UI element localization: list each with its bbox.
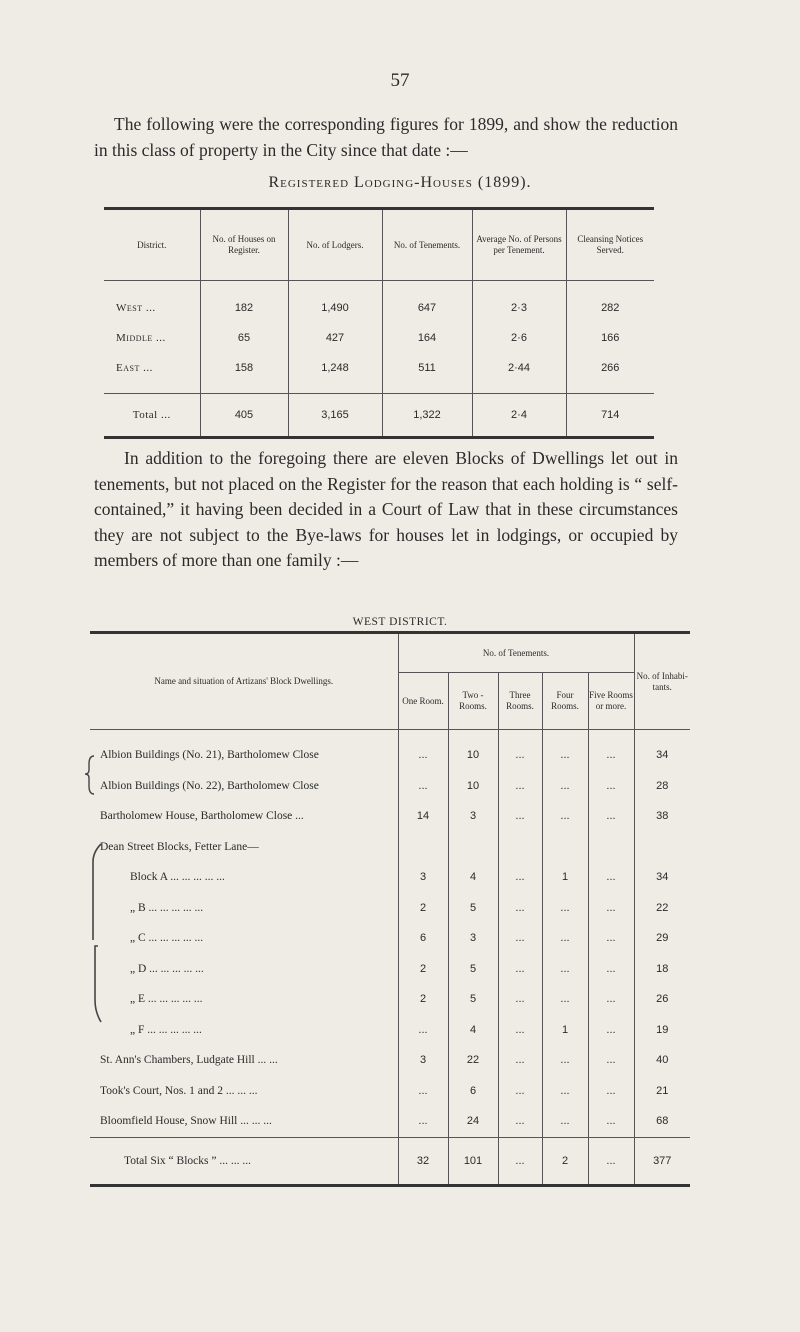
inhabitants-value: 22 — [656, 901, 669, 914]
four-rooms-value: ... — [542, 1106, 588, 1137]
district-name: East ... — [116, 362, 153, 374]
inhabitants-value: 21 — [656, 1084, 669, 1097]
col-header-houses: No. of Houses on Register. — [200, 209, 288, 281]
total-four-rooms: 2 — [542, 1137, 588, 1185]
one-room-value: ... — [398, 1106, 448, 1137]
two-rooms-value: 10 — [448, 730, 498, 771]
two-rooms-value: 22 — [448, 1045, 498, 1076]
addition-paragraph: In addition to the foregoing there are eleven Blocks of Dwellings let out in tenements, but not placed on the Register for the reason that each holding is “ self-contained,” it having been decided in a Court of Law that in these circumstances they are not subject to the Bye-laws for houses let in lodgings, or occupied by members of more than one family :— — [94, 448, 678, 570]
total-inhabitants: 377 — [634, 1137, 690, 1185]
table-row — [90, 1015, 690, 1046]
table2-header-row — [90, 633, 690, 673]
table-row — [90, 984, 690, 1015]
inhabitants-value: 38 — [656, 810, 669, 823]
table-row — [90, 954, 690, 985]
page-number: 57 — [390, 70, 410, 91]
col-header-name: Name and situation of Artizans' Block Dwellings. — [90, 633, 398, 730]
three-rooms-value: ... — [498, 893, 542, 924]
block-dwellings-table — [90, 631, 690, 1187]
total-label: Total ... — [104, 394, 200, 438]
four-rooms-value: ... — [542, 801, 588, 832]
col-header-two-rooms: Two - Rooms. — [448, 673, 498, 730]
inhabitants-value: 34 — [656, 871, 669, 884]
table1-header-row — [104, 209, 654, 281]
table-row — [104, 353, 654, 394]
inhabitants-value — [634, 832, 690, 863]
one-room-value: 2 — [398, 893, 448, 924]
lodgers-value: 1,490 — [288, 281, 382, 324]
total-five-rooms: ... — [588, 1137, 634, 1185]
total-row — [104, 394, 654, 438]
table-row — [90, 1106, 690, 1137]
tenements-value: 511 — [382, 353, 472, 394]
table2-title: WEST DISTRICT. — [352, 616, 448, 628]
dwelling-name: Block A ... ... ... ... ... — [90, 862, 398, 893]
five-rooms-value: ... — [588, 954, 634, 985]
district-name: Middle ... — [116, 332, 166, 344]
two-rooms-value: 4 — [448, 862, 498, 893]
three-rooms-value: ... — [498, 1015, 542, 1046]
one-room-value: 3 — [398, 1045, 448, 1076]
total-two-rooms: 101 — [448, 1137, 498, 1185]
col-header-tenements: No. of Tenements. — [382, 209, 472, 281]
table-row — [90, 771, 690, 802]
dwelling-name: St. Ann's Chambers, Ludgate Hill ... ... — [90, 1045, 398, 1076]
average-value: 2·3 — [472, 281, 566, 324]
two-rooms-value: 5 — [448, 984, 498, 1015]
four-rooms-value: ... — [542, 1045, 588, 1076]
two-rooms-value: 6 — [448, 1076, 498, 1107]
four-rooms-value: 1 — [542, 862, 588, 893]
houses-value: 182 — [200, 281, 288, 324]
total-label: Total Six “ Blocks ” ... ... ... — [90, 1137, 398, 1185]
two-rooms-value: 4 — [448, 1015, 498, 1046]
table-row — [90, 1045, 690, 1076]
five-rooms-value: ... — [588, 1045, 634, 1076]
one-room-value — [398, 832, 448, 863]
two-rooms-value — [448, 832, 498, 863]
dwelling-name: Albion Buildings (No. 22), Bartholomew Close — [90, 771, 398, 802]
one-room-value: 3 — [398, 862, 448, 893]
tenements-value: 647 — [382, 281, 472, 324]
inhabitants-value: 26 — [656, 993, 669, 1006]
three-rooms-value: ... — [498, 1045, 542, 1076]
five-rooms-value: ... — [588, 730, 634, 771]
tenements-value: 164 — [382, 323, 472, 353]
dwelling-name: „ D ... ... ... ... ... — [90, 954, 398, 985]
col-header-notices: Cleansing Notices Served. — [566, 209, 654, 281]
four-rooms-value: ... — [542, 771, 588, 802]
one-room-value: ... — [398, 771, 448, 802]
dwelling-name: „ F ... ... ... ... ... — [90, 1015, 398, 1046]
notices-value: 166 — [566, 323, 654, 353]
total-houses: 405 — [200, 394, 288, 438]
table-row — [90, 730, 690, 771]
dwelling-name: Took's Court, Nos. 1 and 2 ... ... ... — [90, 1076, 398, 1107]
total-lodgers: 3,165 — [288, 394, 382, 438]
dwelling-name: „ E ... ... ... ... ... — [90, 984, 398, 1015]
five-rooms-value: ... — [588, 1076, 634, 1107]
inhabitants-value: 28 — [656, 779, 669, 792]
houses-value: 65 — [200, 323, 288, 353]
col-header-five-rooms: Five Rooms or more. — [588, 673, 634, 730]
inhabitants-value: 40 — [656, 1054, 669, 1067]
dwelling-name: Dean Street Blocks, Fetter Lane— — [90, 832, 398, 863]
two-rooms-value: 5 — [448, 954, 498, 985]
four-rooms-value: ... — [542, 984, 588, 1015]
one-room-value: ... — [398, 1076, 448, 1107]
total-row — [90, 1137, 690, 1185]
five-rooms-value: ... — [588, 893, 634, 924]
average-value: 2·6 — [472, 323, 566, 353]
dwelling-name: „ C ... ... ... ... ... — [90, 923, 398, 954]
five-rooms-value — [588, 832, 634, 863]
inhabitants-value: 34 — [656, 749, 669, 762]
four-rooms-value: ... — [542, 730, 588, 771]
houses-value: 158 — [200, 353, 288, 394]
table-row — [90, 1076, 690, 1107]
three-rooms-value: ... — [498, 801, 542, 832]
table-row — [90, 923, 690, 954]
total-notices: 714 — [566, 394, 654, 438]
inhabitants-value: 18 — [656, 962, 669, 975]
table1-title: Registered Lodging-Houses (1899). — [268, 174, 532, 191]
inhabitants-value: 19 — [656, 1023, 669, 1036]
col-header-tenements-group: No. of Tenements. — [398, 633, 634, 673]
inhabitants-value: 68 — [656, 1115, 669, 1128]
one-room-value: ... — [398, 1015, 448, 1046]
table-row — [90, 862, 690, 893]
one-room-value: 2 — [398, 984, 448, 1015]
col-header-district: District. — [104, 209, 200, 281]
four-rooms-value: 1 — [542, 1015, 588, 1046]
district-name: West ... — [116, 302, 156, 314]
intro-paragraph: The following were the corresponding figures for 1899, and show the reduction in this class of property in the City since that date :— — [94, 114, 678, 160]
col-header-four-rooms: Four Rooms. — [542, 673, 588, 730]
five-rooms-value: ... — [588, 923, 634, 954]
three-rooms-value: ... — [498, 1106, 542, 1137]
lodging-houses-table — [104, 207, 654, 439]
three-rooms-value: ... — [498, 954, 542, 985]
two-rooms-value: 3 — [448, 923, 498, 954]
four-rooms-value — [542, 832, 588, 863]
col-header-three-rooms: Three Rooms. — [498, 673, 542, 730]
notices-value: 266 — [566, 353, 654, 394]
four-rooms-value: ... — [542, 954, 588, 985]
one-room-value: 6 — [398, 923, 448, 954]
dwelling-name: Albion Buildings (No. 21), Bartholomew Close — [90, 730, 398, 771]
one-room-value: ... — [398, 730, 448, 771]
lodgers-value: 427 — [288, 323, 382, 353]
total-average: 2·4 — [472, 394, 566, 438]
table-row — [90, 801, 690, 832]
two-rooms-value: 3 — [448, 801, 498, 832]
five-rooms-value: ... — [588, 1015, 634, 1046]
three-rooms-value: ... — [498, 771, 542, 802]
one-room-value: 14 — [398, 801, 448, 832]
dwelling-name: „ B ... ... ... ... ... — [90, 893, 398, 924]
three-rooms-value: ... — [498, 923, 542, 954]
five-rooms-value: ... — [588, 771, 634, 802]
five-rooms-value: ... — [588, 1106, 634, 1137]
inhabitants-value: 29 — [656, 932, 669, 945]
four-rooms-value: ... — [542, 893, 588, 924]
two-rooms-value: 5 — [448, 893, 498, 924]
three-rooms-value: ... — [498, 984, 542, 1015]
three-rooms-value: ... — [498, 730, 542, 771]
table-row — [104, 323, 654, 353]
two-rooms-value: 10 — [448, 771, 498, 802]
lodgers-value: 1,248 — [288, 353, 382, 394]
three-rooms-value: ... — [498, 862, 542, 893]
col-header-inhabitants: No. of Inhabi- tants. — [634, 633, 690, 730]
col-header-one-room: One Room. — [398, 673, 448, 730]
table-row — [104, 281, 654, 324]
dwelling-name: Bartholomew House, Bartholomew Close ... — [90, 801, 398, 832]
average-value: 2·44 — [472, 353, 566, 394]
col-header-average: Average No. of Persons per Tenement. — [472, 209, 566, 281]
four-rooms-value: ... — [542, 923, 588, 954]
table-row — [90, 893, 690, 924]
four-rooms-value: ... — [542, 1076, 588, 1107]
total-three-rooms: ... — [498, 1137, 542, 1185]
table-row — [90, 832, 690, 863]
five-rooms-value: ... — [588, 984, 634, 1015]
notices-value: 282 — [566, 281, 654, 324]
total-tenements: 1,322 — [382, 394, 472, 438]
total-one-room: 32 — [398, 1137, 448, 1185]
five-rooms-value: ... — [588, 862, 634, 893]
three-rooms-value — [498, 832, 542, 863]
one-room-value: 2 — [398, 954, 448, 985]
five-rooms-value: ... — [588, 801, 634, 832]
three-rooms-value: ... — [498, 1076, 542, 1107]
two-rooms-value: 24 — [448, 1106, 498, 1137]
col-header-lodgers: No. of Lodgers. — [288, 209, 382, 281]
dwelling-name: Bloomfield House, Snow Hill ... ... ... — [90, 1106, 398, 1137]
